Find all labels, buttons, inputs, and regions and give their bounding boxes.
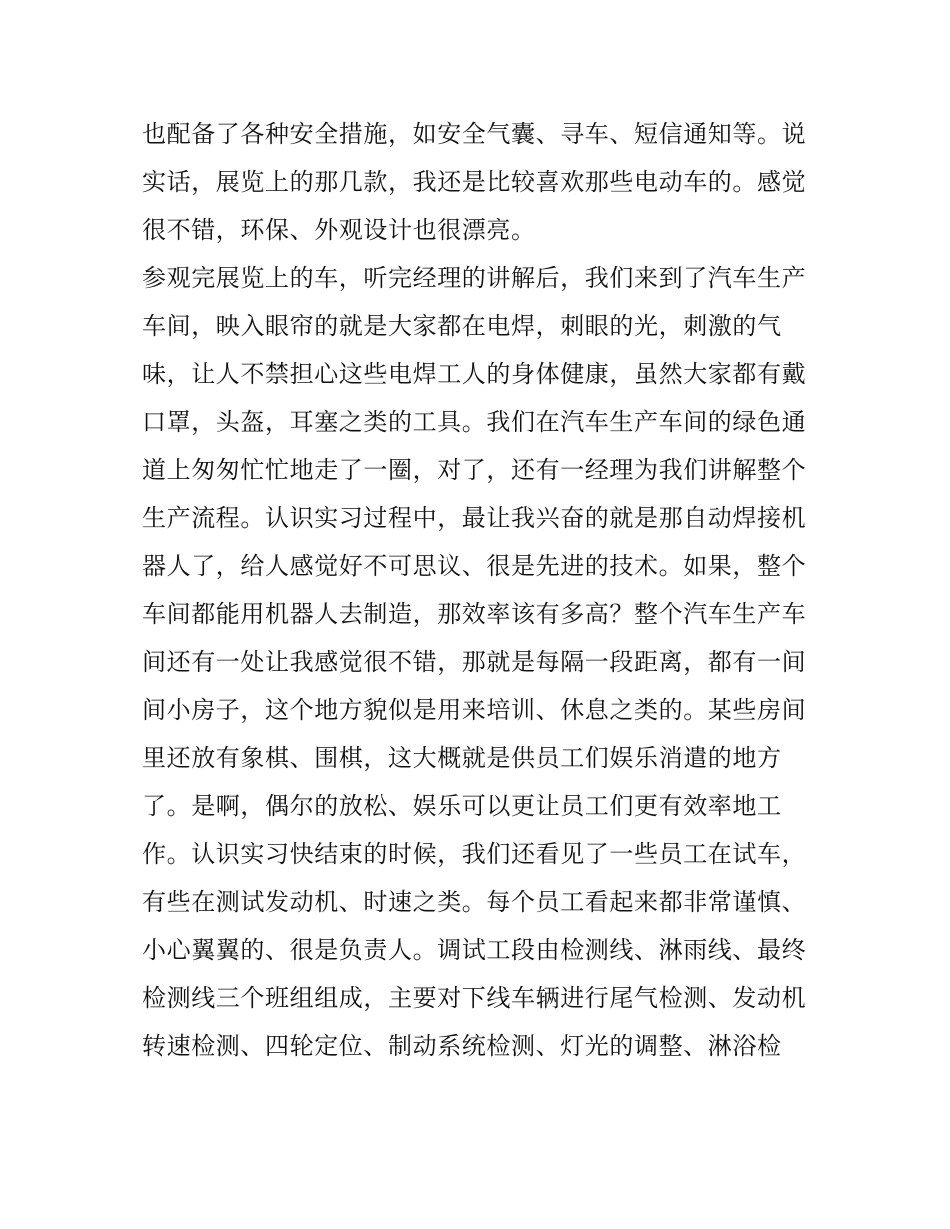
text-line: 器人了，给人感觉好不可思议、很是先进的技术。如果，整个	[142, 552, 807, 580]
text-line: 生产流程。认识实习过程中，最让我兴奋的就是那自动焊接机	[142, 504, 807, 532]
text-line: 参观完展览上的车，听完经理的讲解后，我们来到了汽车生产	[142, 264, 807, 292]
text-line: 道上匆匆忙忙地走了一圈，对了，还有一经理为我们讲解整个	[142, 456, 807, 484]
text-line: 转速检测、四轮定位、制动系统检测、灯光的调整、淋浴检	[142, 1032, 782, 1060]
text-line: 里还放有象棋、围棋，这大概就是供员工们娱乐消遣的地方	[142, 744, 782, 772]
text-line: 有些在测试发动机、时速之类。每个员工看起来都非常谨慎、	[142, 888, 807, 916]
text-line: 间还有一处让我感觉很不错，那就是每隔一段距离，都有一间	[142, 648, 807, 676]
text-line: 了。是啊，偶尔的放松、娱乐可以更让员工们更有效率地工	[142, 792, 782, 820]
text-line: 味，让人不禁担心这些电焊工人的身体健康，虽然大家都有戴	[142, 360, 807, 388]
text-line: 检测线三个班组组成，主要对下线车辆进行尾气检测、发动机	[142, 984, 807, 1012]
text-line: 实话，展览上的那几款，我还是比较喜欢那些电动车的。感觉	[142, 168, 807, 196]
text-line: 小心翼翼的、很是负责人。调试工段由检测线、淋雨线、最终	[142, 936, 807, 964]
text-line: 口罩，头盔，耳塞之类的工具。我们在汽车生产车间的绿色通	[142, 408, 807, 436]
text-line: 间小房子，这个地方貌似是用来培训、休息之类的。某些房间	[142, 696, 807, 724]
text-line: 作。认识实习快结束的时候，我们还看见了一些员工在试车，	[142, 840, 807, 868]
text-line: 也配备了各种安全措施，如安全气囊、寻车、短信通知等。说	[142, 120, 807, 148]
text-line: 车间，映入眼帘的就是大家都在电焊，刺眼的光，刺激的气	[142, 312, 782, 340]
text-line: 车间都能用机器人去制造，那效率该有多高？整个汽车生产车	[142, 600, 807, 628]
body-text	[142, 110, 822, 1070]
text-line: 很不错，环保、外观设计也很漂亮。	[142, 216, 536, 244]
